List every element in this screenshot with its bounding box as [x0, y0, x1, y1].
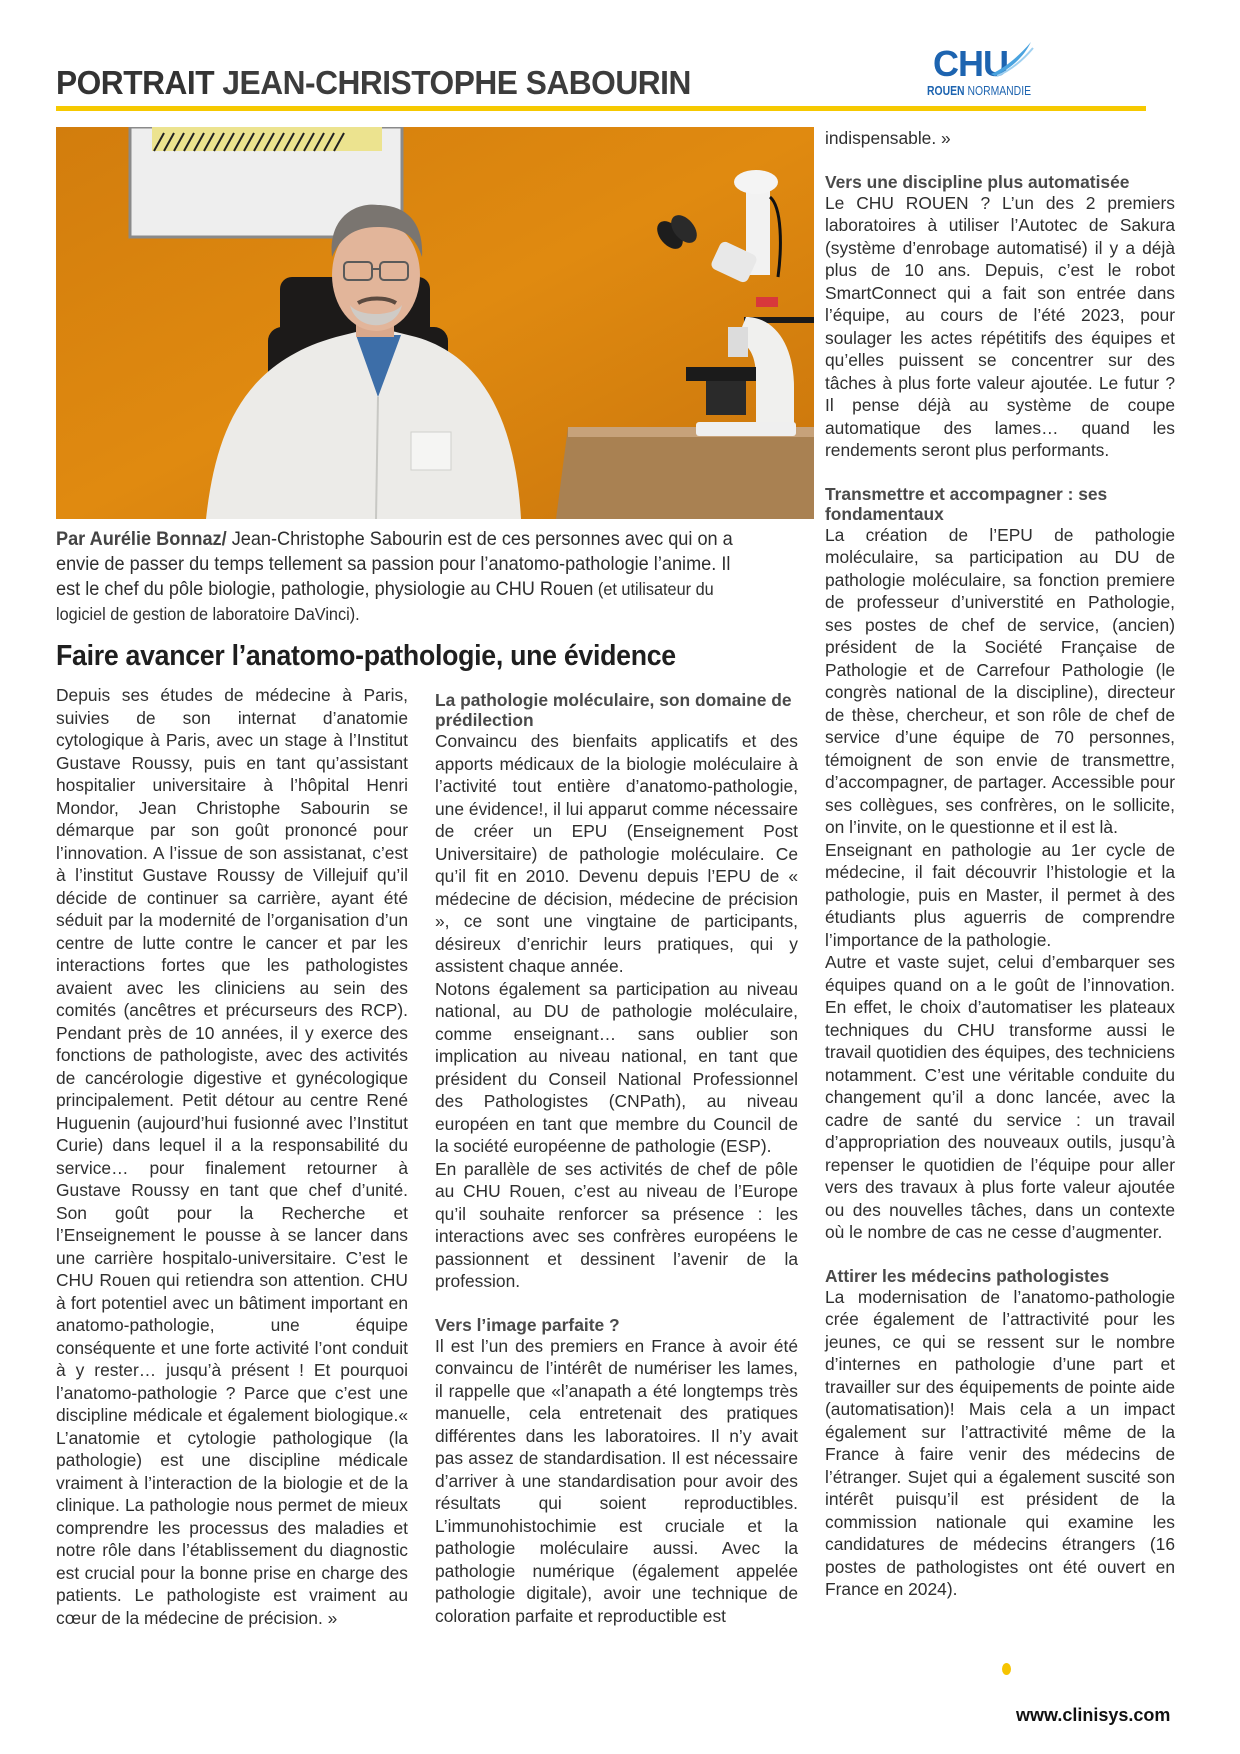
- paragraph: La création de l’EPU de pathologie moléculaire, sa participation au DU de pathologie moléculaire, sa fonction premiere de professeur d’universtité en Pathologie, ses postes de chef de service, (ancien) président de la Société Française de Pathologie et de Carrefour Pathologie (le congrès national de la discipline), directeur de thèse, chercheur, et son rôle de chef de service d’une équipe de 70 personnes, témoignent de son envie de transmettre, d’accompagner, de partager. Accessible pour ses collègues, ses confrères, on le sollicite, on l’invite, on le questionne et il est là.: [825, 524, 1175, 837]
- section-heading: Attirer les médecins pathologistes: [825, 1265, 1110, 1286]
- spacer: [825, 462, 1175, 484]
- logo-sub-bold: ROUEN: [927, 83, 965, 98]
- section-heading: La pathologie moléculaire, son domaine de prédilection: [435, 690, 792, 730]
- chu-rouen-logo: [925, 44, 1035, 104]
- portrait-photo: [56, 127, 814, 519]
- intro-org: CHU Rouen: [495, 578, 594, 600]
- footer-website-link[interactable]: www.clinisys.com: [1016, 1705, 1171, 1725]
- article-column-3: [825, 127, 1175, 1601]
- end-dot-icon: [1002, 1663, 1011, 1675]
- page-title: [56, 64, 691, 102]
- intro-tail: (et utilisateur du logiciel de gestion de laboratoire DaVinci).: [56, 579, 714, 624]
- header-rule: [56, 106, 1146, 111]
- logo-sub-light: NORMANDIE: [967, 83, 1032, 98]
- paragraph: Depuis ses études de médecine à Paris, suivies de son internat d’anatomie cytologique à Paris, avec un stage à l’Institut Gustave Roussy, puis en tant qu’assistant hospitalier universitaire à l’hôpital Henri Mondor, Jean Christophe Sabourin se démarque par son goût prononcé pour l’innovation. A l’issue de son assistanat, c’est à l’institut Gustave Roussy de Villejuif qu’il décide de continuer sa carrière, ayant été séduit par la modernité de l’organisation d’un centre de lutte contre le cancer et par les interactions fortes que les pathologistes avaient avec les cliniciens au sein des comités (ancêtres et précurseurs des RCP). Pendant près de 10 années, il y exerce des fonctions de pathologiste, avec des activités de cancérologie digestive et gynécologique principalement. Petit détour au centre René Huguenin (aujourd’hui fusionné avec l’Institut Curie) dans lequel il a la responsabilité du service… pour finalement retourner à Gustave Roussy en tant que chef d’unité. Son goût pour la Recherche et l’Enseignement le pousse à se lancer dans une carrière hospitalo-universitaire. C’est le CHU Rouen qui retiendra son attention. CHU à fort potentiel avec un bâtiment important en anatomo-pathologie, une équipe conséquente et une forte activité l’ont conduit à y rester… jusqu’à présent ! Et pourquoi l’anatomo-pathologie ? Parce que c’est une discipline médicale et également biologique.« L’anatomie et cytologie pathologique (la pathologie) est une discipline médicale vraiment à l’interaction de la biologie et de la clinique. La pathologie nous permet de mieux comprendre les processus des maladies et notre rôle dans l’établissement du diagnostic est crucial pour la bonne prise en charge des patients. Le pathologiste est vraiment au cœur de la médecine de précision. »: [56, 685, 408, 1628]
- paragraph: Enseignant en pathologie au 1er cycle de médecine, il fait découvrir l’histologie et la pathologie, puis en Master, il permet à des étudiants plus aguerris de comprendre l’importance de la pathologie.: [825, 839, 1175, 950]
- paragraph: Convaincu des bienfaits applicatifs et des apports médicaux de la biologie moléculaire à l’activité tout entière d’anatomo-pathologie, une évidence!, il lui apparut comme nécessaire de créer un EPU (Enseignement Post Universitaire) de pathologie moléculaire. Ce qu’il fit en 2010. Devenu depuis l’EPU de « médecine de décision, médecine de précision », ce sont une vingtaine de participants, désireux d’enrichir leurs pratiques, qui y assistent chaque année.: [435, 731, 798, 976]
- section-heading: Vers l’image parfaite ?: [435, 1314, 620, 1335]
- article-column-2: [435, 690, 798, 1627]
- intro-paragraph: [56, 527, 744, 627]
- paragraph: indispensable. »: [825, 128, 951, 148]
- logo-swoosh-icon: [985, 40, 1035, 80]
- article-headline: Faire avancer l’anatomo-pathologie, une évidence: [56, 640, 676, 672]
- section-heading: Transmettre et accompagner : ses fondamentaux: [825, 483, 1108, 524]
- spacer: [435, 1293, 798, 1315]
- paragraph: En parallèle de ses activités de chef de pôle au CHU Rouen, c’est au niveau de l’Europe qu’il souhaite renforcer sa présence : les interactions avec ses confrères européens le passionnent et dessinent l’avenir de la profession.: [435, 1158, 798, 1291]
- byline: Par Aurélie Bonnaz/: [56, 528, 227, 550]
- logo-subtitle: [927, 84, 1031, 98]
- spacer: [825, 150, 1175, 172]
- paragraph: Le CHU ROUEN ? L’un des 2 premiers laboratoires à utiliser l’Autotec de Sakura (système d’enrobage automatisé) il y a déjà plus de 10 ans. Depuis, c’est le robot SmartConnect qui a fait son entrée dans l’équipe, au cours de l’été 2023, pour soulager les actes répétitifs des équipes et qu’elles puissent se concentrer sur des tâches à plus forte valeur ajoutée. Le futur ? Il pense déjà au système de coupe automatique des lames… quand les rendements seront plus performants.: [825, 192, 1175, 460]
- paragraph: Autre et vaste sujet, celui d’embarquer ses équipes quand on a le goût de l’innovation. En effet, le choix d’automatiser les plateaux techniques du CHU transforme aussi le travail quotidien des équipes, des techniciens notamment. C’est une véritable conduite du changement qu’il a donc lancée, avec la cadre de santé du service : un travail d’appropriation des nouveaux outils, jusqu’à repenser le quotidien de l’équipe pour aller vers des travaux à plus forte valeur ajoutée ou des nouvelles tâches, dans un contexte où le nombre de cas ne cesse d’augmenter.: [825, 952, 1175, 1242]
- paragraph: Il est l’un des premiers en France à avoir été convaincu de l’intérêt de numériser les lames, il rappelle que «l’anapath a été longtemps très manuelle, cela entretenait des pratiques différentes dans les laboratoires. Il n’y avait pas assez de standardisation. Il est nécessaire d’arriver à une standardisation pour avoir des résultats qui soient reproductibles. L’immunohistochimie est cruciale et la pathologie moléculaire aussi. Avec la pathologie numérique (également appelée pathologie digitale), avoir une technique de coloration parfaite et reproductible est: [435, 1335, 798, 1626]
- intro-text: Jean-Christophe Sabourin est de ces personnes avec qui on a envie de passer du temps tellement sa passion pour l’anatomo-pathologie l’anime. Il est le chef du pôle biologie, pathologie, physiologie au: [56, 528, 733, 600]
- title-keyword: PORTRAIT: [56, 64, 215, 101]
- spacer: [825, 1244, 1175, 1266]
- paragraph: La modernisation de l’anatomo-pathologie crée également de l’attractivité pour les jeunes, ce qui se ressent sur le nombre d’internes en pathologie d’une part et travailler sur des équipements de pointe aide (automatisation)! Mais cela a un impact également sur l’attractivité même de la France à faire venir des médecins de l’étranger. Sujet qui a également suscité son intérêt puisqu’il est président de la commission nationale qui examine les candidatures de médecins étrangers (16 postes de pathologistes ont été ouvert en France en 2024).: [825, 1286, 1175, 1599]
- title-name: JEAN-CHRISTOPHE SABOURIN: [222, 64, 691, 101]
- portrait-illustration: [56, 127, 814, 519]
- article-column-1: [56, 684, 408, 1629]
- section-heading: Vers une discipline plus automatisée: [825, 171, 1130, 192]
- logo-main-text: CHU: [933, 43, 1008, 84]
- paragraph: Notons également sa participation au niveau national, au DU de pathologie moléculaire, comme enseignant… sans oublier son implication au niveau national, en tant que président du Conseil National Professionnel des Pathologistes (CNPath), au niveau européen en tant que membre du Council de la société européenne de pathologie (ESP).: [435, 978, 798, 1156]
